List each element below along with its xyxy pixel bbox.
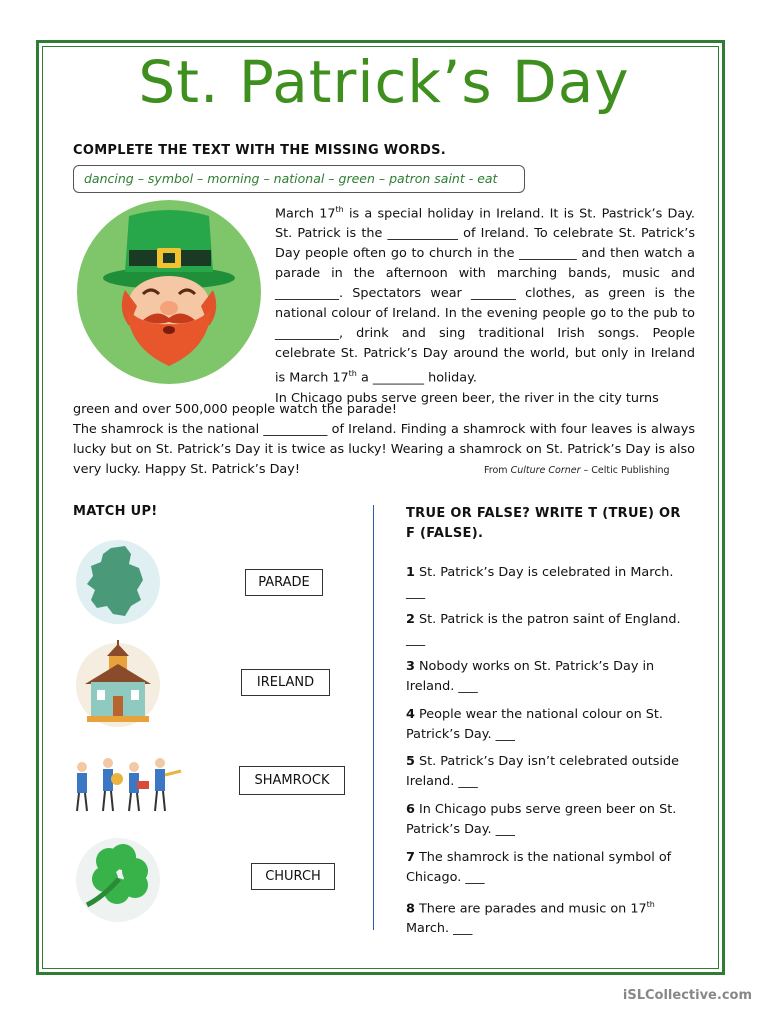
tf-item-8	[406, 895, 691, 939]
tf-item-3	[406, 657, 676, 697]
superscript: th	[348, 369, 357, 379]
match-word-shamrock: SHAMROCK	[239, 766, 345, 795]
tf-statement: St. Patrick’s Day isn’t celebrated outside Ireland. ___	[406, 754, 679, 789]
section-heading-true-false	[406, 504, 681, 544]
tf-statement-tail: March. ___	[406, 921, 473, 937]
tf-answer-blank: ___	[406, 632, 426, 647]
tf-number: 1	[406, 565, 415, 580]
section-heading-complete: COMPLETE THE TEXT WITH THE MISSING WORDS.	[73, 143, 447, 158]
tf-number: 2	[406, 612, 415, 627]
source-publisher: – Celtic Publishing	[580, 465, 670, 476]
tf-item-7	[406, 848, 686, 888]
tf-number: 4	[406, 707, 415, 722]
tf-item-1	[406, 563, 696, 603]
match-word-ireland: IRELAND	[241, 669, 330, 696]
column-divider	[373, 505, 374, 930]
text-segment: a ________ holiday.	[356, 370, 477, 386]
shamrock-image	[73, 835, 163, 925]
tf-answer-blank: ___	[406, 585, 426, 600]
match-word-church: CHURCH	[251, 863, 335, 890]
tf-statement: St. Patrick’s Day is celebrated in March.	[418, 565, 674, 580]
tf-number: 5	[406, 754, 415, 769]
match-word-parade: PARADE	[245, 569, 323, 596]
leprechaun-image	[73, 198, 265, 386]
tf-number: 6	[406, 802, 415, 817]
source-credit	[484, 465, 670, 476]
marching-band-image	[73, 755, 183, 817]
section-heading-match: MATCH UP!	[73, 504, 158, 519]
reading-text-main	[275, 200, 695, 389]
tf-number: 7	[406, 850, 415, 865]
reading-text-parade: green and over 500,000 people watch the parade!	[73, 402, 398, 417]
tf-number: 8	[406, 901, 415, 917]
tf-item-5	[406, 752, 696, 792]
tf-statement: People wear the national colour on St. Patrick’s Day. ___	[406, 707, 663, 742]
tf-statement: St. Patrick is the patron saint of England.	[418, 612, 681, 627]
word-bank: dancing – symbol – morning – national – green – patron saint - eat	[73, 165, 525, 193]
site-watermark: iSLCollective.com	[622, 988, 752, 1003]
reading-text-wrap	[275, 200, 695, 409]
page-title: St. Patrick’s Day	[138, 48, 630, 116]
source-title: Culture Corner	[510, 465, 581, 476]
source-prefix: From	[484, 465, 511, 476]
reading-text-shamrock: The shamrock is the national __________ of Ireland. Finding a shamrock with four leaves is always lucky but on St. Patrick’s Day it is twice as lucky! Wearing a shamrock on St. Patrick’s Day is also very lucky. Happy St. Patrick’s Day!	[73, 422, 695, 477]
tf-number: 3	[406, 659, 415, 674]
superscript: th	[646, 900, 655, 909]
tf-item-4	[406, 705, 676, 745]
tf-heading-line1: TRUE OR FALSE? WRITE T (TRUE) OR	[406, 506, 681, 521]
text-segment: March 17	[275, 206, 336, 222]
tf-item-6	[406, 800, 691, 840]
ireland-map-image	[73, 540, 163, 625]
superscript: th	[335, 205, 344, 214]
tf-item-2	[406, 610, 696, 650]
tf-statement: Nobody works on St. Patrick’s Day in Ireland. ___	[406, 659, 655, 694]
tf-statement: There are parades and music on 17	[418, 901, 647, 917]
tf-heading-line2: F (FALSE).	[406, 526, 484, 541]
tf-statement: The shamrock is the national symbol of Chicago. ___	[406, 850, 672, 885]
reading-text-chicago: In Chicago pubs serve green beer, the river in the city turns	[275, 390, 659, 406]
tf-statement: In Chicago pubs serve green beer on St. Patrick’s Day. ___	[406, 802, 677, 837]
text-segment: is a special holiday in Ireland. It is St. Pastrick’s Day. St. Patrick is the ___________ of Ireland. To celebrate St. Patrick’s Day people often go to church in the _________ and then watch a parade in the afternoon with marching bands, music and __________. Spectators wear _______ clothes, as green is the national colour of Ireland. In the evening people go to the pub to __________, drink and sing traditional Irish songs. People celebrate St. Patrick’s Day around the world, but only in Ireland is March 17	[275, 206, 695, 386]
church-image	[73, 640, 163, 730]
